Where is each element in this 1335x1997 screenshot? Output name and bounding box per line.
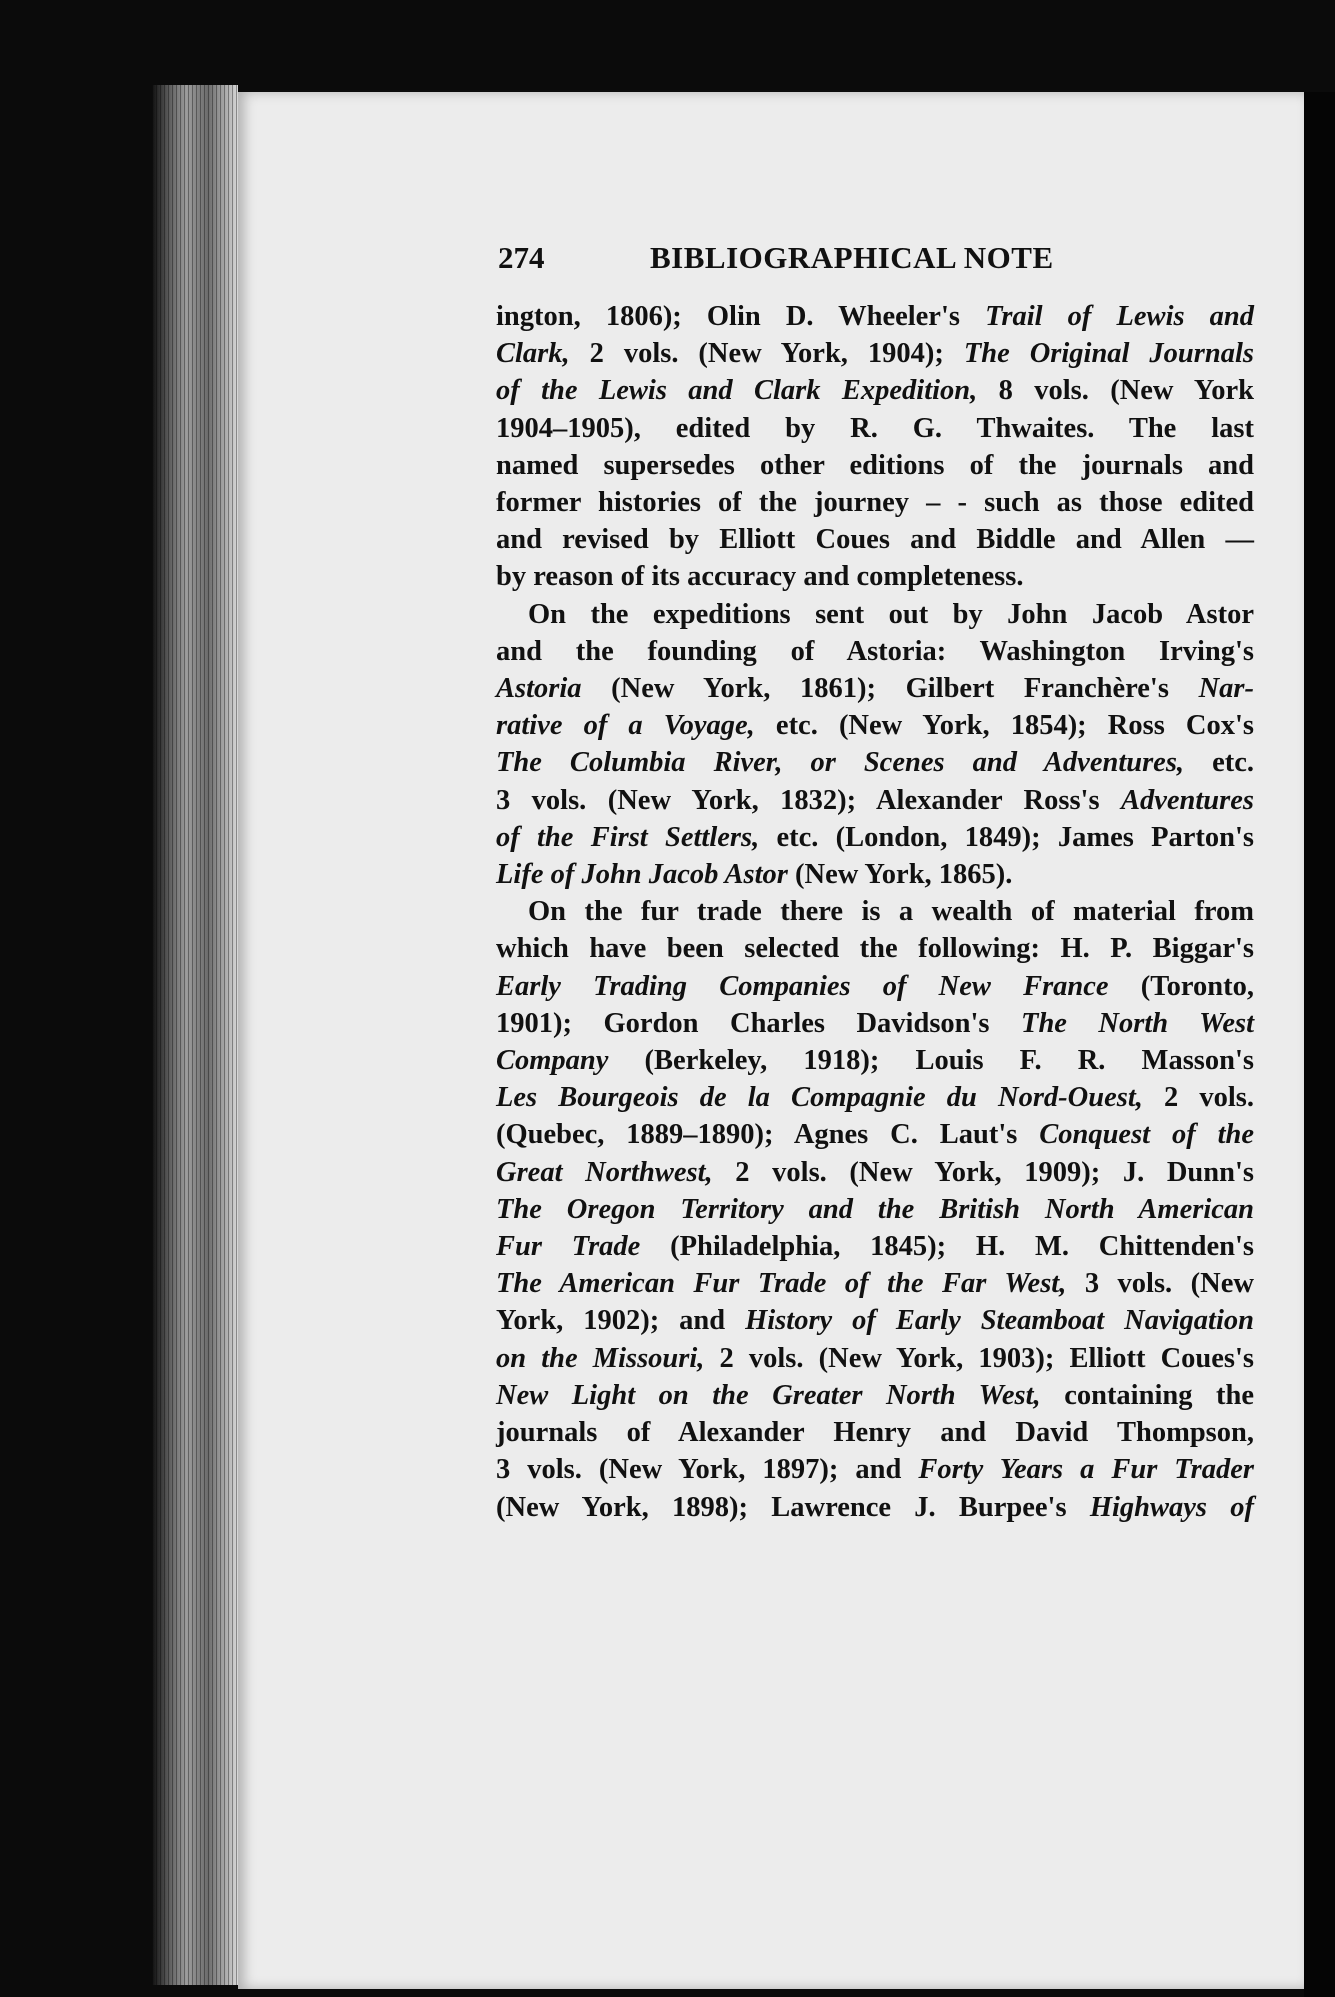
text-segment: (Toronto,: [1108, 970, 1254, 1002]
text-segment: journals of Alexander Henry and David Thompson,: [496, 1417, 1254, 1449]
text-segment: etc. (London, 1849); James Parton's: [759, 821, 1254, 853]
italic-title-segment: The Oregon Territory and the British North American: [496, 1193, 1254, 1225]
text-segment: (New York, 1861); Gilbert Franchère's: [581, 673, 1199, 705]
text-line: [496, 372, 1254, 409]
italic-title-segment: History of Early Steamboat Navigation: [745, 1305, 1254, 1337]
italic-title-segment: rative of a Voyage,: [496, 710, 755, 742]
scan-dark-border: [1304, 92, 1335, 1997]
text-segment: 2 vols. (New York, 1909); J. Dunn's: [712, 1156, 1254, 1188]
text-line: [496, 782, 1254, 819]
text-segment: 3 vols. (New York, 1897); and: [496, 1454, 919, 1486]
italic-title-segment: Conquest of the: [1039, 1119, 1254, 1151]
body-text: [496, 298, 1254, 1526]
italic-title-segment: of the Lewis and Clark Expedition,: [496, 375, 978, 407]
text-line: [496, 1154, 1254, 1191]
italic-title-segment: Company: [496, 1045, 609, 1077]
text-line: [496, 298, 1254, 335]
text-segment: etc.: [1184, 747, 1255, 779]
italic-title-segment: on the Missouri,: [496, 1342, 705, 1374]
text-line: [496, 1079, 1254, 1116]
text-line: [496, 1340, 1254, 1377]
text-segment: ington, 1806); Olin D. Wheeler's: [496, 301, 986, 332]
text-line: [496, 410, 1254, 447]
italic-title-segment: Great Northwest,: [496, 1156, 713, 1188]
italic-title-segment: Adventures: [1120, 784, 1254, 816]
italic-title-segment: Life of John Jacob Astor: [496, 859, 788, 891]
text-line: [496, 856, 1254, 893]
text-segment: On the fur trade there is a wealth of material from: [528, 896, 1254, 928]
italic-title-segment: Astoria: [496, 673, 582, 705]
text-line: [496, 1302, 1254, 1339]
text-line: [496, 1489, 1254, 1526]
text-segment: etc. (New York, 1854); Ross Cox's: [754, 710, 1254, 742]
italic-title-segment: Forty Years a Fur Trader: [918, 1454, 1254, 1486]
text-line: [496, 1377, 1254, 1414]
text-segment: by reason of its accuracy and completeness.: [496, 561, 1024, 593]
text-segment: (Philadelphia, 1845); H. M. Chittenden's: [640, 1231, 1254, 1263]
page-number: 274: [498, 240, 545, 275]
italic-title-segment: Les Bourgeois de la Compagnie du Nord-Ouest,: [496, 1082, 1143, 1114]
italic-title-segment: Clark,: [496, 338, 570, 370]
text-line: [496, 1228, 1254, 1265]
text-segment: 8 vols. (New York: [977, 375, 1254, 407]
text-line: [496, 596, 1254, 633]
text-segment: containing the: [1040, 1379, 1254, 1411]
text-segment: 1904–1905), edited by R. G. Thwaites. The last: [496, 412, 1254, 444]
text-line: [496, 558, 1254, 595]
text-line: [496, 930, 1254, 967]
text-line: [496, 1005, 1254, 1042]
text-segment: (New York, 1865).: [787, 859, 1013, 891]
text-line: [496, 521, 1254, 558]
italic-title-segment: The Columbia River, or Scenes and Adventures,: [496, 747, 1185, 779]
text-segment: former histories of the journey – - such as those edited: [496, 487, 1254, 519]
text-segment: York, 1902); and: [496, 1305, 746, 1337]
italic-title-segment: of the First Settlers,: [496, 821, 760, 853]
text-segment: 2 vols. (New York, 1903); Elliott Coues's: [704, 1342, 1255, 1374]
text-line: [496, 1451, 1254, 1488]
text-line: [496, 1042, 1254, 1079]
text-segment: (Berkeley, 1918); Louis F. R. Masson's: [608, 1045, 1254, 1077]
text-line: [496, 819, 1254, 856]
text-segment: 3 vols. (New: [1066, 1268, 1254, 1300]
text-line: [496, 707, 1254, 744]
text-segment: named supersedes other editions of the journals and: [496, 449, 1254, 481]
text-segment: and the founding of Astoria: Washington Irving's: [496, 635, 1254, 667]
text-segment: which have been selected the following: H. P. Biggar's: [496, 933, 1254, 965]
running-title: BIBLIOGRAPHICAL NOTE: [650, 240, 1054, 275]
text-segment: 2 vols. (New York, 1904);: [569, 338, 964, 370]
text-line: [496, 1191, 1254, 1228]
text-segment: 3 vols. (New York, 1832); Alexander Ross's: [496, 784, 1121, 816]
italic-title-segment: The Original Journals: [963, 338, 1254, 370]
page-header: [498, 240, 1088, 280]
text-line: [496, 744, 1254, 781]
text-line: [496, 633, 1254, 670]
italic-title-segment: Trail of Lewis and: [985, 301, 1255, 332]
italic-title-segment: Highways of: [1089, 1491, 1254, 1523]
text-line: [496, 968, 1254, 1005]
text-line: [496, 1116, 1254, 1153]
text-line: [496, 335, 1254, 372]
text-segment: (Quebec, 1889–1890); Agnes C. Laut's: [496, 1119, 1040, 1151]
italic-title-segment: The North West: [1021, 1007, 1254, 1039]
text-line: [496, 670, 1254, 707]
text-line: [496, 484, 1254, 521]
italic-title-segment: Fur Trade: [496, 1231, 641, 1263]
text-segment: On the expeditions sent out by John Jacob Astor: [528, 598, 1254, 630]
italic-title-segment: The American Fur Trade of the Far West,: [496, 1268, 1067, 1300]
text-segment: and revised by Elliott Coues and Biddle and Allen —: [496, 524, 1254, 556]
italic-title-segment: Nar-: [1198, 673, 1254, 705]
text-segment: 1901); Gordon Charles Davidson's: [496, 1007, 1022, 1039]
text-line: [496, 1265, 1254, 1302]
italic-title-segment: Early Trading Companies of New France: [496, 970, 1109, 1002]
page-edges-texture: [152, 85, 238, 1985]
text-segment: 2 vols.: [1142, 1082, 1254, 1114]
text-line: [496, 893, 1254, 930]
text-segment: (New York, 1898); Lawrence J. Burpee's: [496, 1491, 1090, 1523]
italic-title-segment: New Light on the Greater North West,: [496, 1379, 1041, 1411]
text-line: [496, 447, 1254, 484]
text-line: [496, 1414, 1254, 1451]
